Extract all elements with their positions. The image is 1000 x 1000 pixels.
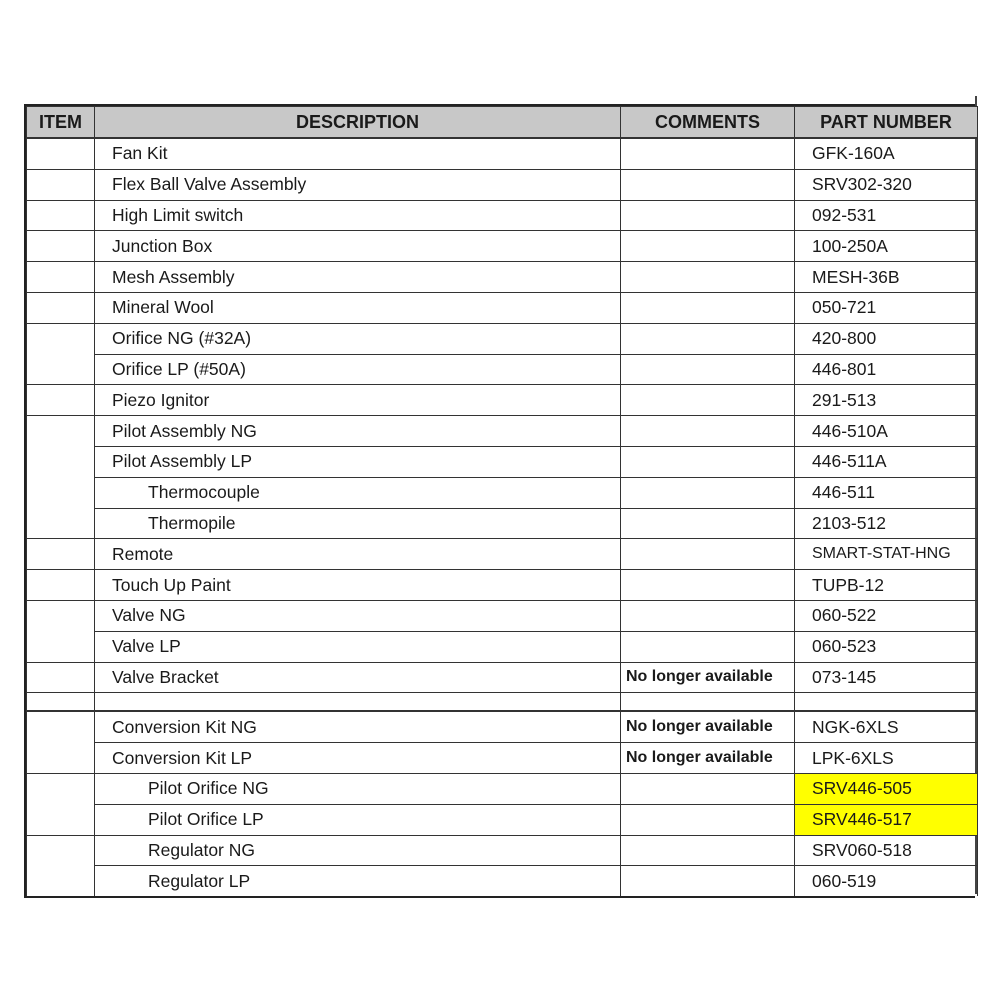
table-row: [27, 138, 978, 169]
description-cell: Valve LP: [95, 631, 621, 662]
table-row: [27, 169, 978, 200]
comment-cell: [621, 262, 795, 293]
spacer-cell: [95, 693, 621, 712]
description-cell: Mineral Wool: [95, 292, 621, 323]
comment-cell: No longer available: [621, 662, 795, 693]
table-row: [27, 262, 978, 293]
comment-cell: [621, 231, 795, 262]
part-number-cell: 060-522: [795, 600, 978, 631]
comment-cell: [621, 385, 795, 416]
description-cell: Mesh Assembly: [95, 262, 621, 293]
part-number-cell: 291-513: [795, 385, 978, 416]
item-cell: [27, 539, 95, 570]
header-comments: COMMENTS: [621, 107, 795, 139]
comment-cell: [621, 354, 795, 385]
part-number-cell: 420-800: [795, 323, 978, 354]
comment-cell: [621, 866, 795, 896]
description-cell: Conversion Kit NG: [95, 711, 621, 742]
comment-cell: [621, 292, 795, 323]
header-item: ITEM: [27, 107, 95, 139]
part-number-cell-highlighted: SRV446-517: [795, 804, 978, 835]
item-cell: [27, 231, 95, 262]
table-row: [27, 231, 978, 262]
item-cell: [27, 570, 95, 601]
header-description: DESCRIPTION: [95, 107, 621, 139]
part-number-cell: NGK-6XLS: [795, 711, 978, 742]
table-row: [27, 600, 978, 631]
part-number-cell: 050-721: [795, 292, 978, 323]
table-row: [27, 385, 978, 416]
item-cell: [27, 477, 95, 508]
table-row: [27, 508, 978, 539]
description-cell: Valve Bracket: [95, 662, 621, 693]
table-row: [27, 631, 978, 662]
description-cell: Conversion Kit LP: [95, 743, 621, 774]
item-cell: [27, 354, 95, 385]
item-cell: [27, 662, 95, 693]
table-row: [27, 323, 978, 354]
part-number-cell: SRV302-320: [795, 169, 978, 200]
item-cell: [27, 743, 95, 774]
table-row: [27, 711, 978, 742]
comment-cell: [621, 508, 795, 539]
item-cell: [27, 508, 95, 539]
table-row: [27, 354, 978, 385]
item-cell: [27, 631, 95, 662]
item-cell: [27, 169, 95, 200]
description-cell: Pilot Assembly LP: [95, 446, 621, 477]
item-cell: [27, 711, 95, 742]
item-cell: [27, 292, 95, 323]
part-number-cell: GFK-160A: [795, 138, 978, 169]
comment-cell: [621, 835, 795, 866]
table-row: [27, 446, 978, 477]
comment-cell: [621, 539, 795, 570]
comment-cell: [621, 416, 795, 447]
part-number-cell-highlighted: SRV446-505: [795, 773, 978, 804]
item-cell: [27, 323, 95, 354]
description-cell: Orifice NG (#32A): [95, 323, 621, 354]
table-row: [27, 477, 978, 508]
table-row: [27, 662, 978, 693]
item-cell: [27, 385, 95, 416]
description-cell: Regulator LP: [95, 866, 621, 896]
description-cell: Piezo Ignitor: [95, 385, 621, 416]
item-cell: [27, 446, 95, 477]
comment-cell: [621, 804, 795, 835]
comment-cell: [621, 200, 795, 231]
description-cell: Valve NG: [95, 600, 621, 631]
comment-cell: No longer available: [621, 711, 795, 742]
item-cell: [27, 866, 95, 896]
description-cell: Touch Up Paint: [95, 570, 621, 601]
comment-cell: [621, 600, 795, 631]
description-cell: Remote: [95, 539, 621, 570]
parts-table: [24, 104, 975, 898]
part-number-cell: 2103-512: [795, 508, 978, 539]
comment-cell: [621, 773, 795, 804]
item-cell: [27, 773, 95, 804]
description-cell: Thermocouple: [95, 477, 621, 508]
comment-cell: [621, 570, 795, 601]
table-row: [27, 200, 978, 231]
comment-cell: [621, 169, 795, 200]
comment-cell: [621, 631, 795, 662]
table-row: [27, 773, 978, 804]
comment-cell: No longer available: [621, 743, 795, 774]
part-number-cell: 073-145: [795, 662, 978, 693]
part-number-cell: SMART-STAT-HNG: [795, 539, 978, 570]
part-number-cell: 092-531: [795, 200, 978, 231]
item-cell: [27, 600, 95, 631]
spacer-cell: [621, 693, 795, 712]
header-row: [27, 107, 978, 139]
item-cell: [27, 138, 95, 169]
comment-cell: [621, 138, 795, 169]
description-cell: Regulator NG: [95, 835, 621, 866]
table-row: [27, 570, 978, 601]
description-cell: Pilot Orifice NG: [95, 773, 621, 804]
item-cell: [27, 416, 95, 447]
table-row: [27, 835, 978, 866]
description-cell: Pilot Assembly NG: [95, 416, 621, 447]
part-number-cell: 446-801: [795, 354, 978, 385]
header-part-number: PART NUMBER: [795, 107, 978, 139]
table-row: [27, 804, 978, 835]
part-number-cell: 060-519: [795, 866, 978, 896]
description-cell: Fan Kit: [95, 138, 621, 169]
table-row: [27, 416, 978, 447]
table-row: [27, 866, 978, 896]
part-number-cell: 446-511A: [795, 446, 978, 477]
item-cell: [27, 693, 95, 712]
part-number-cell: 060-523: [795, 631, 978, 662]
spacer-cell: [795, 693, 978, 712]
description-cell: Junction Box: [95, 231, 621, 262]
part-number-cell: 446-511: [795, 477, 978, 508]
table-row: [27, 743, 978, 774]
description-cell: Pilot Orifice LP: [95, 804, 621, 835]
description-cell: Flex Ball Valve Assembly: [95, 169, 621, 200]
comment-cell: [621, 446, 795, 477]
comment-cell: [621, 323, 795, 354]
item-cell: [27, 200, 95, 231]
part-number-cell: LPK-6XLS: [795, 743, 978, 774]
item-cell: [27, 835, 95, 866]
part-number-cell: 100-250A: [795, 231, 978, 262]
description-cell: Thermopile: [95, 508, 621, 539]
comment-cell: [621, 477, 795, 508]
item-cell: [27, 804, 95, 835]
part-number-cell: SRV060-518: [795, 835, 978, 866]
part-number-cell: 446-510A: [795, 416, 978, 447]
table-row-spacer: [27, 693, 978, 712]
part-number-cell: MESH-36B: [795, 262, 978, 293]
item-cell: [27, 262, 95, 293]
part-number-cell: TUPB-12: [795, 570, 978, 601]
description-cell: Orifice LP (#50A): [95, 354, 621, 385]
description-cell: High Limit switch: [95, 200, 621, 231]
table-row: [27, 292, 978, 323]
table-row: [27, 539, 978, 570]
